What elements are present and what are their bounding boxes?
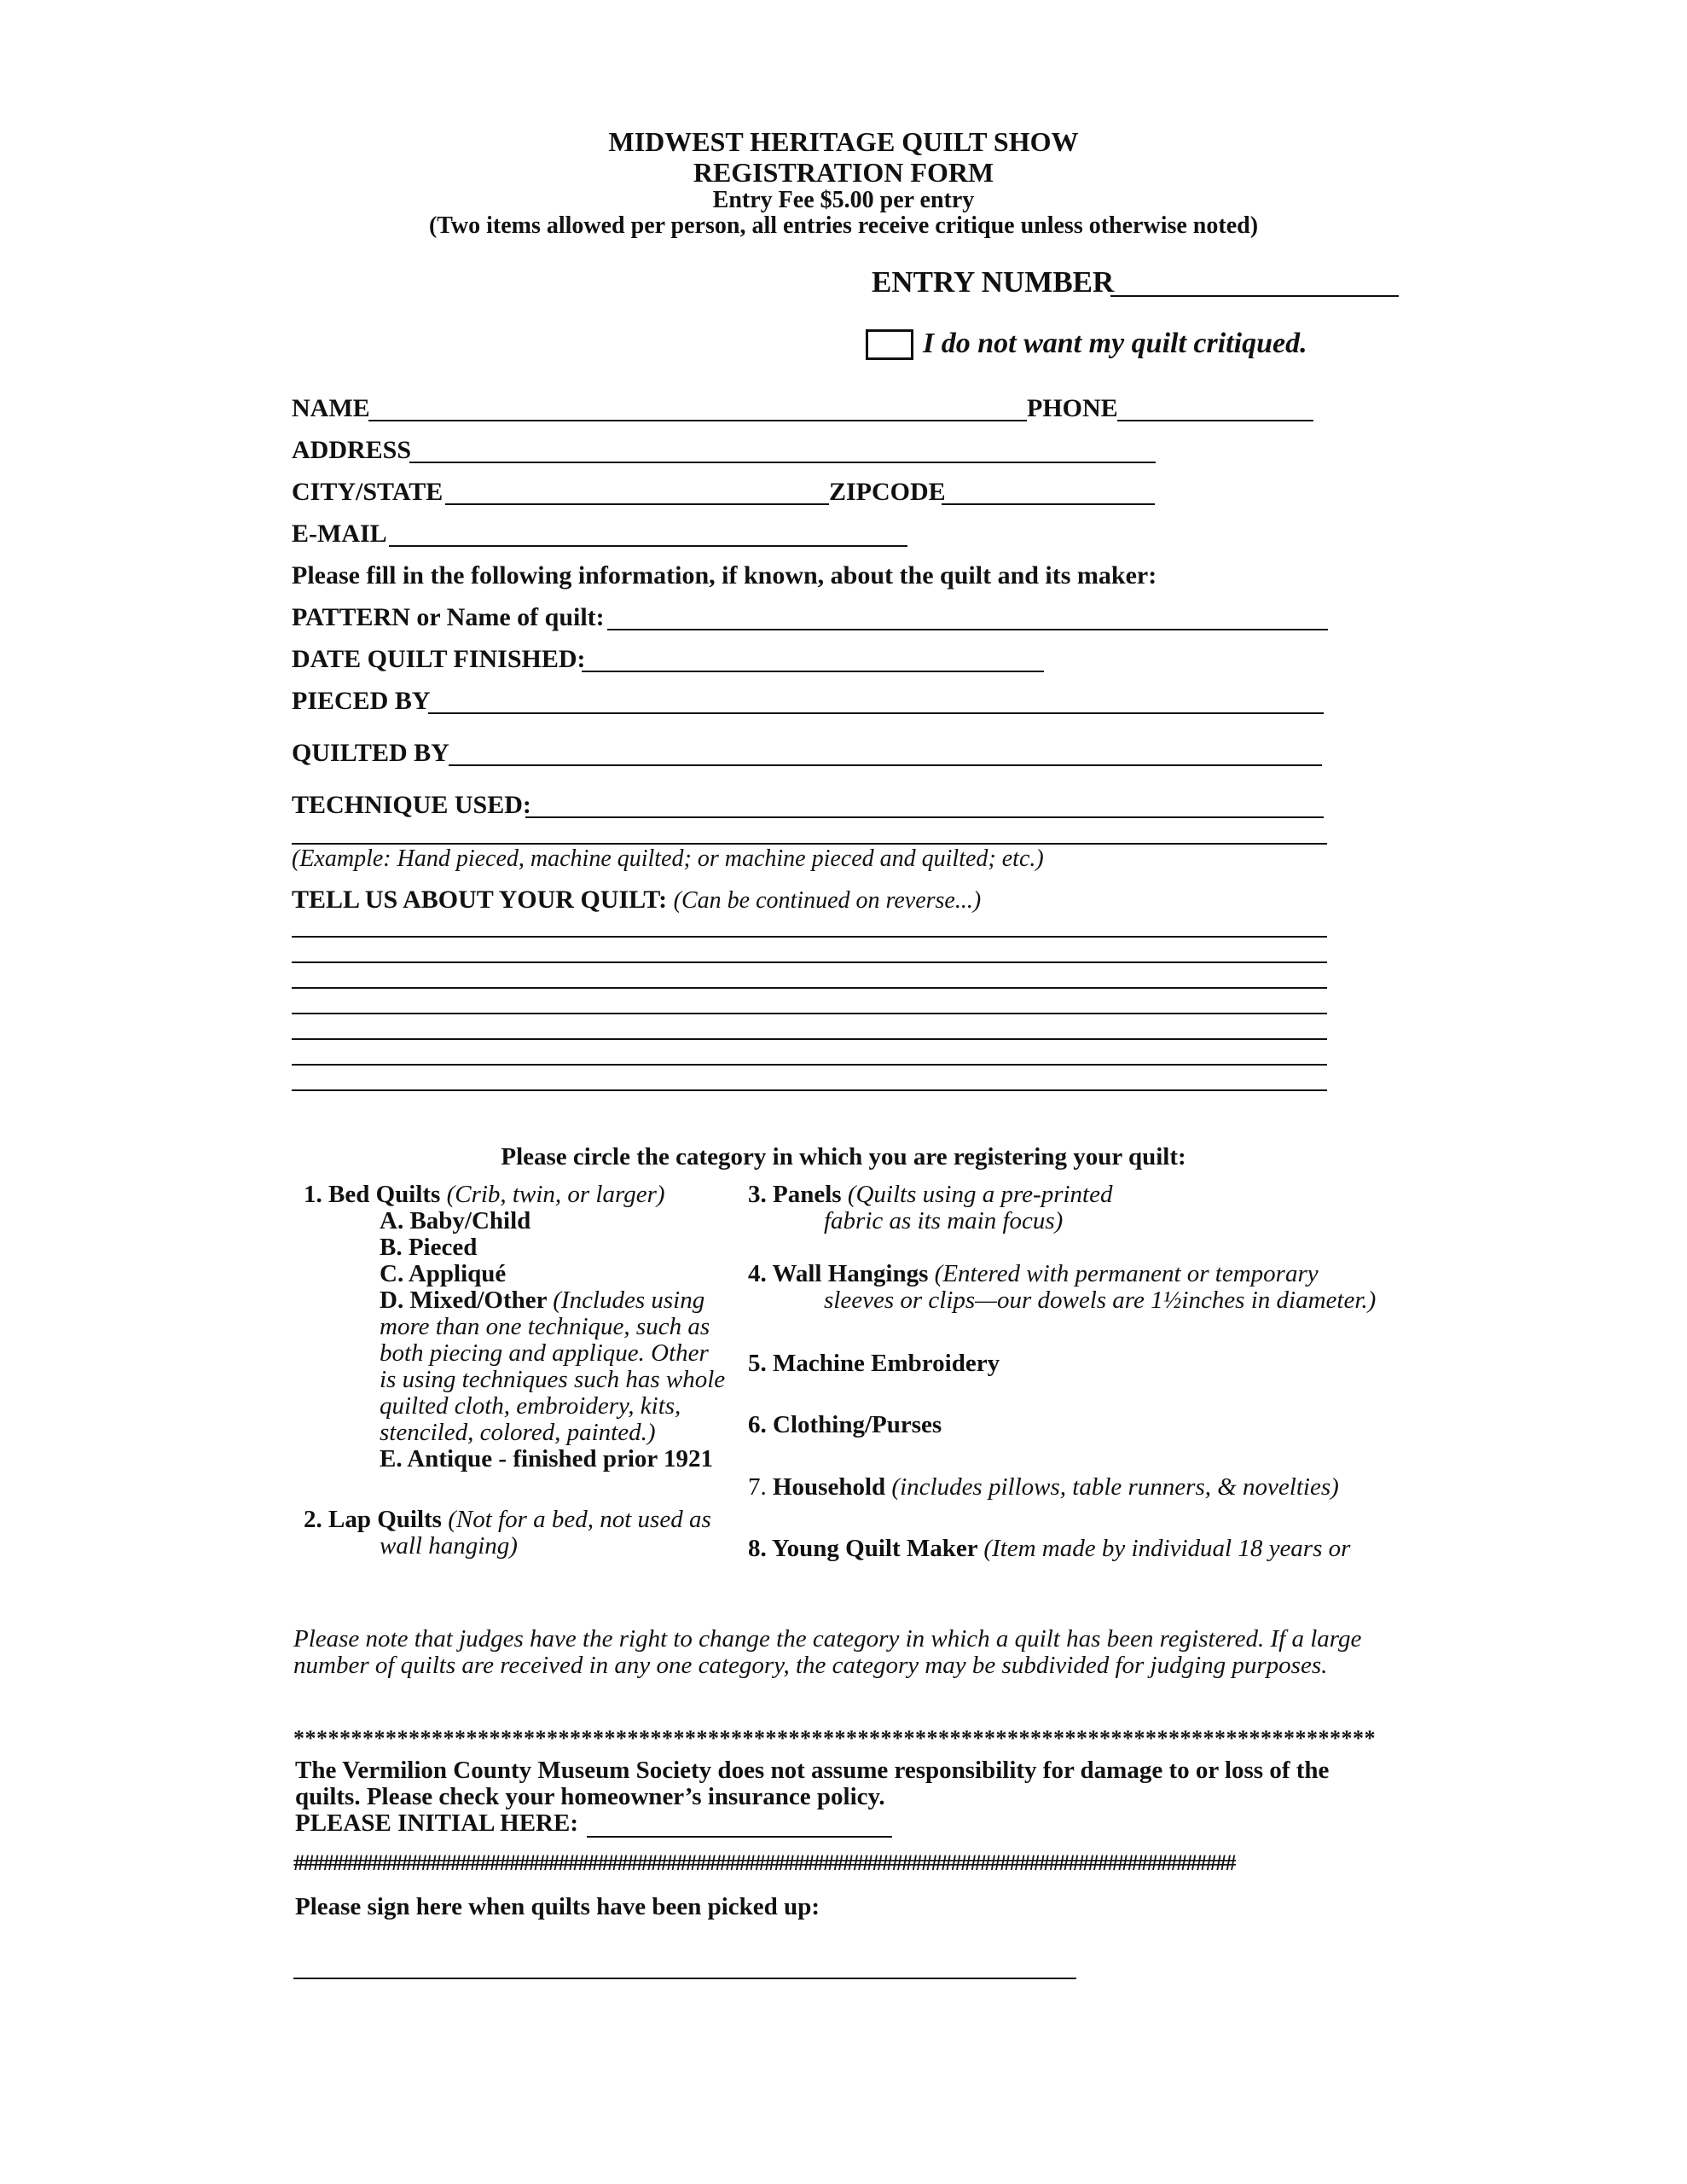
mixed-note-line: both piecing and applique. Other <box>380 1339 709 1367</box>
category-applique[interactable]: C. Appliqué <box>380 1260 507 1287</box>
category-young-quilt-maker[interactable]: 8. Young Quilt Maker (Item made by individual 18 years or <box>748 1535 1351 1562</box>
quilt-info-intro: Please fill in the following information, if known, about the quilt and its maker: <box>292 561 1157 590</box>
mixed-note-line: is using techniques such has whole <box>380 1366 726 1393</box>
story-line-4[interactable] <box>292 1013 1327 1014</box>
initial-label: PLEASE INITIAL HERE: <box>295 1809 578 1837</box>
technique-example: (Example: Hand pieced, machine quilted; or machine pieced and quilted; etc.) <box>292 845 1044 872</box>
phone-label: PHONE <box>1027 394 1118 422</box>
tell-us-note: (Can be continued on reverse...) <box>673 887 982 914</box>
category-pieced[interactable]: B. Pieced <box>380 1234 478 1261</box>
phone-field[interactable] <box>1117 420 1313 421</box>
story-line-5[interactable] <box>292 1038 1327 1040</box>
form-subtitle: REGISTRATION FORM <box>693 157 994 188</box>
liability-line-1: The Vermilion County Museum Society does not assume responsibility for damage to or loss of the <box>295 1757 1330 1784</box>
critique-opt-out-checkbox[interactable] <box>866 329 913 360</box>
mixed-note-line: more than one technique, such as <box>380 1313 710 1340</box>
story-line-2[interactable] <box>292 961 1327 963</box>
wall-hangings-note: sleeves or clips—our dowels are 1½inches in diameter.) <box>824 1287 1377 1314</box>
form-title: MIDWEST HERITAGE QUILT SHOW <box>608 126 1079 157</box>
initial-field[interactable] <box>587 1836 892 1838</box>
zipcode-field[interactable] <box>942 503 1155 505</box>
category-wall-hangings[interactable]: 4. Wall Hangings (Entered with permanent or temporary <box>748 1260 1319 1287</box>
entry-note: (Two items allowed per person, all entries receive critique unless otherwise noted) <box>428 212 1259 239</box>
mixed-note-line: stenciled, colored, painted.) <box>380 1419 656 1446</box>
name-field[interactable] <box>368 420 1027 421</box>
story-line-6[interactable] <box>292 1064 1327 1066</box>
panels-note: fabric as its main focus) <box>824 1207 1064 1234</box>
tell-us-label: TELL US ABOUT YOUR QUILT: (Can be continued on reverse...) <box>292 886 982 914</box>
date-finished-field[interactable] <box>582 671 1044 672</box>
category-bed-quilts[interactable]: 1. Bed Quilts (Crib, twin, or larger) <box>304 1181 665 1208</box>
category-lap-quilts[interactable]: 2. Lap Quilts (Not for a bed, not used as <box>304 1506 711 1533</box>
technique-label: TECHNIQUE USED: <box>292 791 531 819</box>
judges-note-line-1: Please note that judges have the right to change the category in which a quilt has been registered. If a large <box>293 1625 1362 1653</box>
pattern-label: PATTERN or Name of quilt: <box>292 603 605 631</box>
date-finished-label: DATE QUILT FINISHED: <box>292 645 586 673</box>
entry-fee: Entry Fee $5.00 per entry <box>712 187 975 213</box>
stars-divider: ********************************************************************************************** <box>293 1727 1376 1751</box>
lap-quilts-note: wall hanging) <box>380 1532 518 1560</box>
pickup-signature-field[interactable] <box>293 1978 1076 1979</box>
pieced-by-label: PIECED BY <box>292 687 431 715</box>
zipcode-label: ZIPCODE <box>829 478 946 506</box>
technique-field-line-2[interactable] <box>292 843 1327 845</box>
category-clothing-purses[interactable]: 6. Clothing/Purses <box>748 1411 942 1438</box>
category-mixed-other[interactable]: D. Mixed/Other (Includes using <box>380 1287 705 1314</box>
technique-field[interactable] <box>525 816 1324 818</box>
story-line-1[interactable] <box>292 936 1327 938</box>
mixed-note-line: quilted cloth, embroidery, kits, <box>380 1392 681 1420</box>
entry-number-label: ENTRY NUMBER <box>872 265 1115 299</box>
address-field[interactable] <box>409 462 1156 463</box>
story-line-7[interactable] <box>292 1089 1327 1091</box>
city-state-label: CITY/STATE <box>292 478 443 506</box>
hash-divider: ################################################################################################ <box>293 1851 1235 1875</box>
quilted-by-field[interactable] <box>449 764 1322 766</box>
email-field[interactable] <box>389 545 907 547</box>
category-antique[interactable]: E. Antique - finished prior 1921 <box>380 1445 714 1472</box>
category-machine-embroidery[interactable]: 5. Machine Embroidery <box>748 1350 1000 1377</box>
story-line-3[interactable] <box>292 987 1327 989</box>
category-baby-child[interactable]: A. Baby/Child <box>380 1207 531 1234</box>
city-state-field[interactable] <box>445 503 829 505</box>
quilted-by-label: QUILTED BY <box>292 739 449 767</box>
address-label: ADDRESS <box>292 436 412 464</box>
pickup-label: Please sign here when quilts have been picked up: <box>295 1893 820 1920</box>
name-label: NAME <box>292 394 370 422</box>
entry-number-field[interactable] <box>1110 295 1399 297</box>
judges-note-line-2: number of quilts are received in any one category, the category may be subdivided for judging purposes. <box>293 1652 1328 1679</box>
critique-opt-out-label: I do not want my quilt critiqued. <box>923 328 1307 359</box>
category-household[interactable]: 7. Household (includes pillows, table runners, & novelties) <box>748 1473 1339 1501</box>
liability-line-2: quilts. Please check your homeowner’s insurance policy. <box>295 1783 885 1810</box>
pattern-field[interactable] <box>607 629 1328 630</box>
email-label: E-MAIL <box>292 520 387 548</box>
category-instruction: Please circle the category in which you are registering your quilt: <box>501 1143 1186 1170</box>
pieced-by-field[interactable] <box>428 712 1324 714</box>
category-panels[interactable]: 3. Panels (Quilts using a pre-printed <box>748 1181 1113 1208</box>
